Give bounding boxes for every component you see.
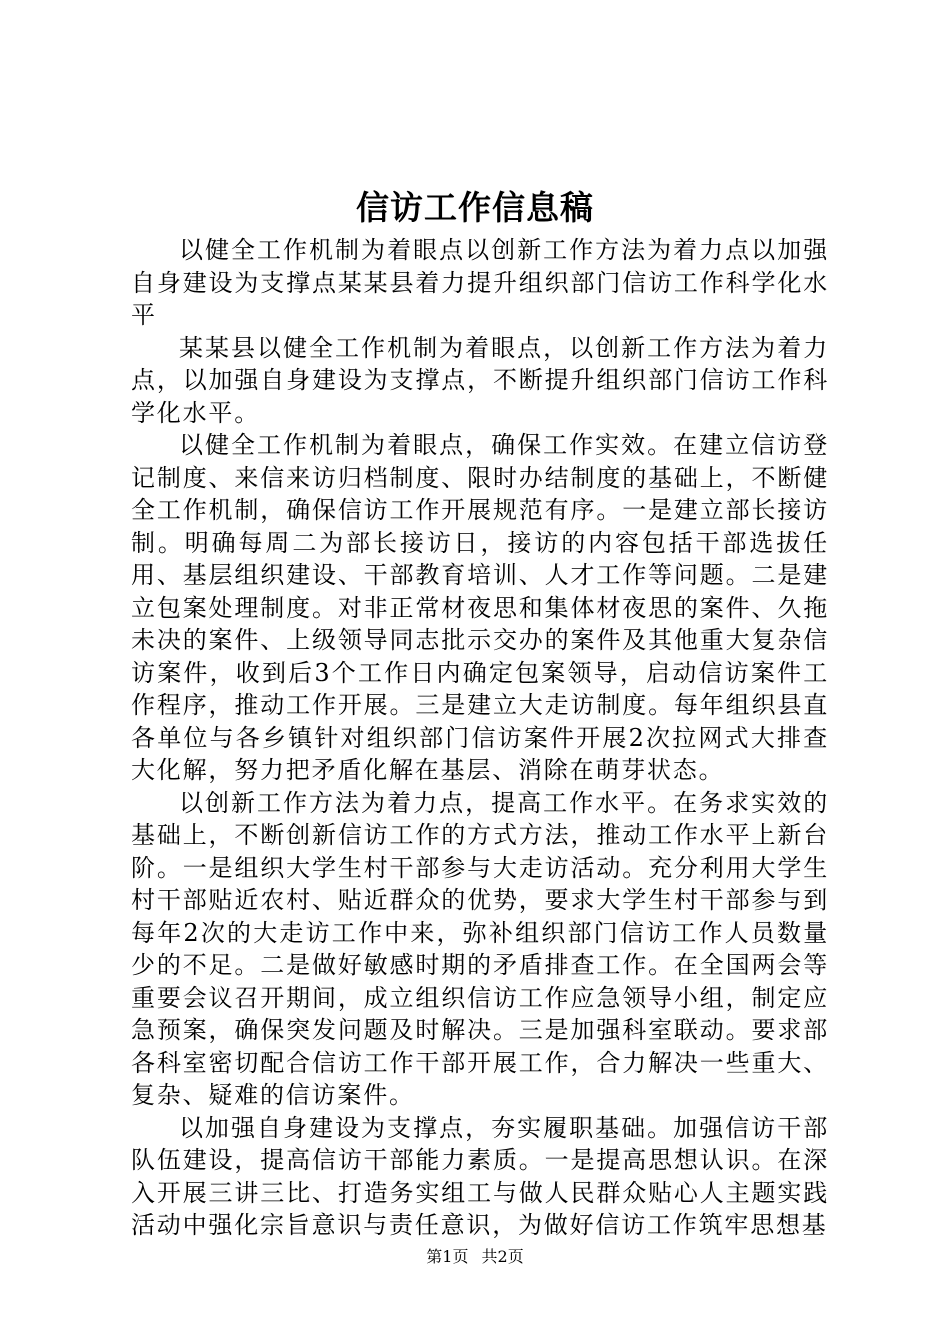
document-title: 信访工作信息稿 <box>356 188 594 227</box>
paragraph-headline: 以健全工作机制为着眼点以创新工作方法为着力点以加强自身建设为支撑点某某县着力提升组织部门信访工作科学化水平 <box>131 236 829 329</box>
paragraph-intro: 某某县以健全工作机制为着眼点，以创新工作方法为着力点，以加强自身建设为支撑点，不断提升组织部门信访工作科学化水平。 <box>131 333 829 427</box>
page-total: 共2页 <box>481 1247 524 1266</box>
paragraph-self-building: 以加强自身建设为支撑点，夯实履职基础。加强信访干部队伍建设，提高信访干部能力素质。一是提高思想认识。在深入开展三讲三比、打造务实组工与做人民群众贴心人主题实践活动中强化宗旨意识与责任意识，为做好信访工作筑牢思想基 <box>131 1113 829 1239</box>
document-body <box>131 234 829 1242</box>
page-number: 第1页 <box>426 1247 469 1266</box>
paragraph-method: 以创新工作方法为着力点，提高工作水平。在务求实效的基础上，不断创新信访工作的方式方法，推动工作水平上新台阶。一是组织大学生村干部参与大走访活动。充分利用大学生村干部贴近农村、贴近群众的优势，要求大学生村干部参与到每年2次的大走访工作中来，弥补组织部门信访工作人员数量少的不足。二是做好敏感时期的矛盾排查工作。在全国两会等重要会议召开期间，成立组织信访工作应急领导小组，制定应急预案，确保突发问题及时解决。三是加强科室联动。要求部各科室密切配合信访工作干部开展工作，合力解决一些重大、复杂、疑难的信访案件。 <box>131 788 829 1109</box>
page-footer <box>0 1246 950 1268</box>
paragraph-mechanism: 以健全工作机制为着眼点，确保工作实效。在建立信访登记制度、来信来访归档制度、限时办结制度的基础上，不断健全工作机制，确保信访工作开展规范有序。一是建立部长接访制。明确每周二为部长接访日，接访的内容包括干部选拔任用、基层组织建设、干部教育培训、人才工作等问题。二是建立包案处理制度。对非正常材夜思和集体材夜思的案件、久拖未决的案件、上级领导同志批示交办的案件及其他重大复杂信访案件，收到后3个工作日内确定包案领导，启动信访案件工作程序，推动工作开展。三是建立大走访制度。每年组织县直各单位与各乡镇针对组织部门信访案件开展2次拉网式大排查大化解，努力把矛盾化解在基层、消除在萌芽状态。 <box>131 431 829 784</box>
